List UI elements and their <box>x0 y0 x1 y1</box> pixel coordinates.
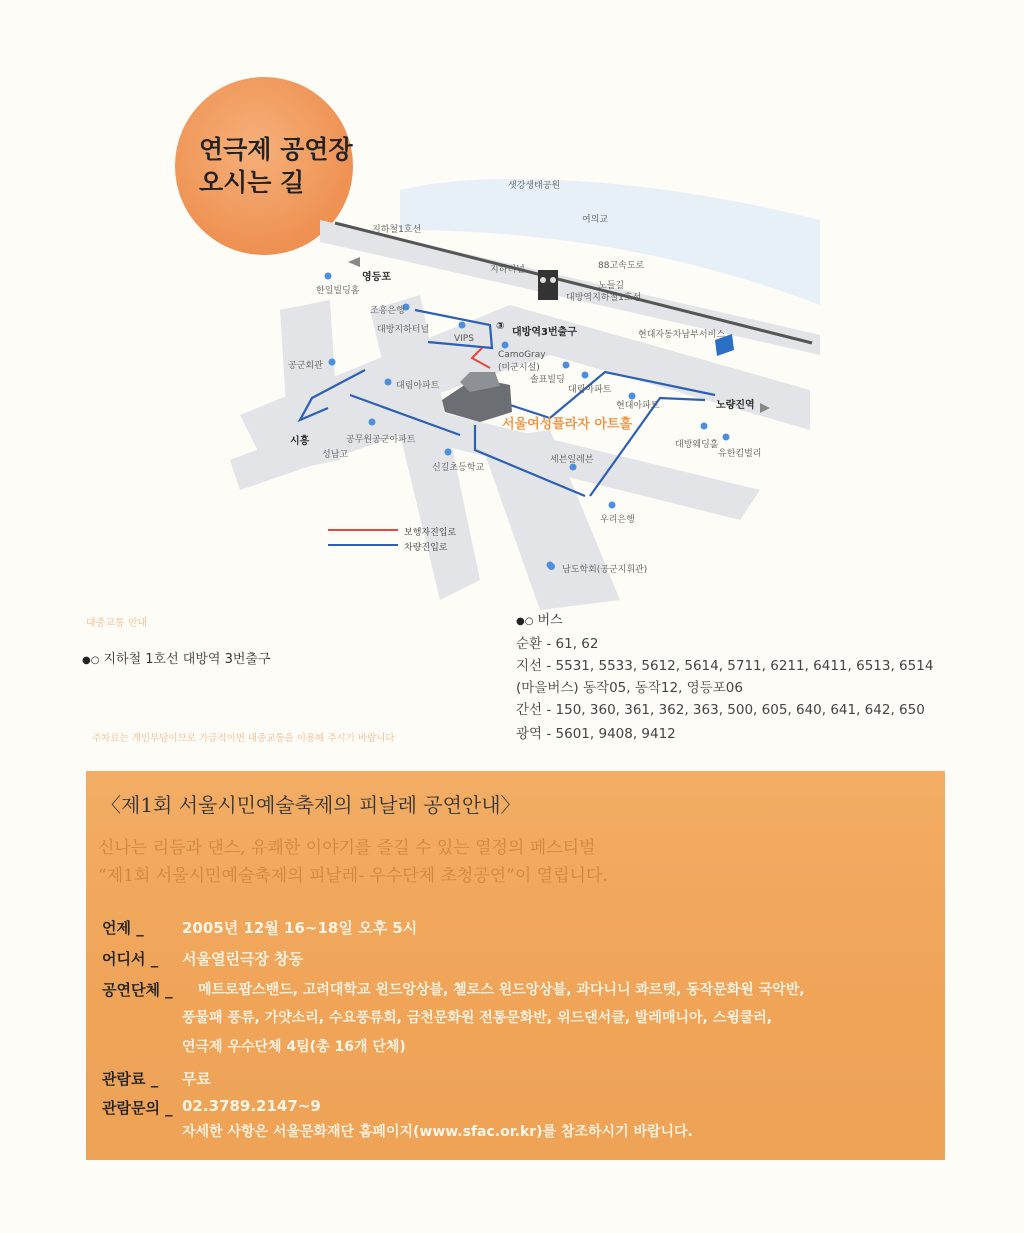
label-yeouigyo: 여의교 <box>582 215 609 225</box>
bus-line-4: 간선 - 150, 360, 361, 362, 363, 500, 605, 640, 641, 642, 650 <box>516 702 925 718</box>
label-yeongdeungpo: 영등포 <box>362 272 391 283</box>
label-saetgang: 샛강생태공원 <box>508 181 561 191</box>
bus-line-5: 광역 - 5601, 9408, 9412 <box>516 726 676 742</box>
bus-header-text: 버스 <box>537 613 563 628</box>
label-nodeul: 노들길 <box>598 281 625 291</box>
label-tunnel: 지하터널 <box>490 265 525 275</box>
label-seongnam: 성남고 <box>322 450 349 460</box>
label-gongmuwon: 공무원공군아파트 <box>346 435 416 445</box>
bullet-icon: ●○ <box>82 655 100 666</box>
row-groups-value-3: 연극제 우수단체 4팀(총 16개 단체) <box>182 1039 406 1055</box>
row-inquiry-label: 관람문의 _ <box>102 1099 173 1117</box>
row-fee-value: 무료 <box>182 1070 211 1088</box>
bullet-icon: ●○ <box>516 616 534 627</box>
label-chohung: 조흥은행 <box>370 306 405 316</box>
label-vips: VIPS <box>454 334 474 344</box>
bus-line-3: (마을버스) 동작05, 동작12, 영등포06 <box>516 680 743 696</box>
label-gonggun: 공군회관 <box>288 361 323 371</box>
label-namdong: 남도학회(공군지휘관) <box>562 565 648 575</box>
bus-header <box>516 609 563 628</box>
label-sebeon: 세븐일레븐 <box>550 455 594 465</box>
label-yuhan: 유한킴벌리 <box>718 449 762 459</box>
label-exit3: 대방역3번출구 <box>512 327 577 338</box>
title-line-2: 오시는 길 <box>199 168 305 197</box>
title-line-1: 연극제 공연장 <box>199 135 353 164</box>
row-inquiry-value: 02.3789.2147~9 <box>182 1097 321 1115</box>
subway-text: 지하철 1호선 대방역 3번출구 <box>103 652 271 667</box>
parking-note: 주차료는 개인부담이므로 가급적이면 대중교통을 이용해 주시기 바랍니다 <box>92 733 395 744</box>
label-venue: 서울여성플라자 아트홀 <box>502 417 633 432</box>
row-groups-value-2: 풍물패 풍류, 가얏소리, 수요풍류회, 금천문화원 전통문화반, 위드댄서클, 발레매니아, 스윙쿨러, <box>182 1010 773 1026</box>
label-daerim-apt-2: 대림아파트 <box>568 385 612 395</box>
label-uri-bank: 우리은행 <box>600 515 635 525</box>
row-when-value: 2005년 12월 16~18일 오후 5시 <box>182 919 418 937</box>
label-daebang-tunnel: 대방지하터널 <box>377 325 430 335</box>
label-hyundai-apt: 현대아파트 <box>616 401 660 411</box>
legend-walk: 보행자진입로 <box>404 528 457 538</box>
notice-title: 〈제1회 서울시민예술축제의 피날레 공연안내〉 <box>101 793 521 817</box>
row-where-value: 서울열린극장 창동 <box>182 950 304 968</box>
label-camogray: CamoGray <box>498 350 546 360</box>
label-singil: 신길초등학교 <box>432 463 485 473</box>
row-when-label: 언제 _ <box>102 919 144 937</box>
label-hyundai-service: 현대자동차남부서비스 <box>638 330 725 340</box>
label-88-road: 88고속도로 <box>598 261 645 271</box>
notice-desc-2: “제1회 서울시민예술축제의 피날레- 우수단체 초청공연”이 열립니다. <box>98 866 608 886</box>
legend-car: 차량진입로 <box>404 543 448 553</box>
public-transit-header: 대중교통 안내 <box>86 618 148 629</box>
bus-line-2: 지선 - 5531, 5533, 5612, 5614, 5711, 6211, 6411, 6513, 6514 <box>516 658 934 674</box>
notice-desc-1: 신나는 리듬과 댄스, 유쾌한 이야기를 즐길 수 있는 열정의 페스티벌 <box>98 838 596 858</box>
station-building <box>538 270 558 300</box>
label-siheung: 시흥 <box>290 436 310 447</box>
bus-line-1: 순환 - 61, 62 <box>516 636 599 652</box>
row-groups-label: 공연단체 _ <box>102 981 173 999</box>
label-camogray-2: (미군시설) <box>498 363 540 373</box>
location-map <box>220 160 820 620</box>
row-where-label: 어디서 _ <box>102 950 159 968</box>
label-noryangjin: 노량진역 <box>716 400 755 411</box>
label-daebang-wedding: 대방웨딩홀 <box>675 440 719 450</box>
poi-namdong-dot <box>548 563 555 570</box>
row-inquiry-detail: 자세한 사항은 서울문화재단 홈페이지(www.sfac.or.kr)를 참조하시기 바랍니다. <box>182 1124 693 1140</box>
label-daebang-station-line1: 대방역지하철1호선 <box>566 293 642 303</box>
road-left <box>280 300 340 470</box>
arrow-yeongdeungpo <box>348 257 360 267</box>
label-daerim-apt-1: 대림아파트 <box>396 381 440 391</box>
label-solbit: 솔표빌딩 <box>530 375 565 385</box>
row-fee-label: 관람료 _ <box>102 1070 159 1088</box>
label-exit3-number: ③ <box>496 321 505 332</box>
row-groups-value-1: 메트로팝스밴드, 고려대학교 윈드앙상블, 첼로스 윈드앙상블, 과다니니 콰르텟, 동작문화원 국악반, <box>198 982 805 998</box>
performance-notice-panel <box>86 771 945 1160</box>
label-hanil: 한일빌딩홈 <box>316 286 360 296</box>
label-subway-line1: 지하철1호선 <box>372 225 422 235</box>
subway-info <box>82 648 271 667</box>
